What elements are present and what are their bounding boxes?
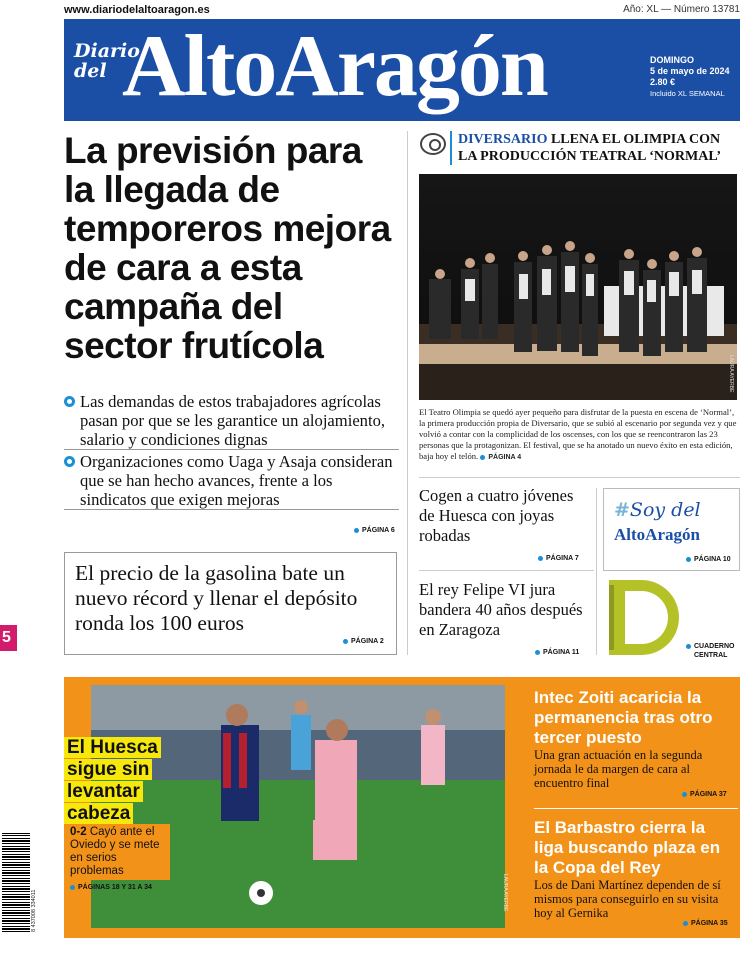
masthead [64, 19, 740, 121]
theatre-caption [419, 407, 739, 463]
barbastro-page-ref[interactable]: PÁGINA 35 [683, 920, 728, 927]
cuaderno-label[interactable] [686, 642, 734, 660]
huesca-score: 0-2 [70, 826, 87, 838]
barcode-number: 8 437008 334011 [31, 889, 37, 932]
soy-page-ref[interactable]: PÁGINA 10 [686, 556, 731, 563]
soy-del-logo [614, 499, 701, 521]
lead-page-ref[interactable]: PÁGINA 6 [354, 527, 395, 534]
gas-headline[interactable]: El precio de la gasolina bate un nuevo récord y llenar el depósito ronda los 100 euros [75, 561, 358, 635]
intec-headline[interactable]: Intec Zoiti acaricia la permanencia tras otro tercer puesto [534, 688, 713, 747]
date-label: 5 de mayo de 2024 [650, 66, 730, 76]
huesca-headline-line: cabeza [64, 803, 133, 824]
cuaderno-central-logo[interactable] [609, 580, 679, 655]
theatre-stage-illustration [419, 174, 737, 400]
hashtag-icon: # [614, 499, 630, 521]
huesca-headline[interactable] [64, 737, 172, 825]
lead-bullet [64, 392, 399, 450]
cuaderno-letter-accent [609, 585, 614, 650]
soy-altoaragon-text: AltoAragón [614, 525, 700, 544]
barbastro-text: Los de Dani Martínez dependen de sí mismos para conseguirlo en su visita hoy al Gernika [534, 878, 721, 920]
lead-bullet-text: Organizaciones como Uaga y Asaja consideran que se han hecho avances, frente a los sindicatos que exigen mejoras [80, 452, 393, 509]
lead-bullet-text: Las demandas de estos trabajadores agrícolas pasan por que se les garantice un alojamiento, salario y condiciones dignas [80, 392, 386, 449]
masthead-title: AltoAragón [122, 18, 547, 115]
supplement-label: Incluido XL SEMANAL [650, 89, 725, 98]
theatre-photo-credit: LAURA AYERBE [728, 355, 734, 393]
theatre-caption-text: El Teatro Olimpia se quedó ayer pequeño para disfrutar de la puesta en escena de ‘Normal’, la primera producción propia de Diversario, que se subió al escenario por segunda vez y que volvió a contar con la complicidad de los oscenses, con los que se reencontraron las 23 personas que la protagonizan. El festival, que se ha anotado un nuevo éxito en esta edición, baja hoy el telón. [419, 407, 737, 461]
diversario-page-ref[interactable]: PÁGINA 4 [480, 454, 521, 461]
barcode [2, 833, 30, 932]
day-label: DOMINGO [650, 55, 694, 65]
gas-story-box[interactable] [64, 552, 397, 655]
cuaderno-label-line2: CENTRAL [694, 652, 728, 659]
price-label: 2.80 € [650, 77, 676, 87]
huesca-headline-line: levantar [64, 781, 143, 802]
divider [419, 477, 740, 478]
soy-del-altoaragon-box[interactable] [603, 488, 740, 571]
intec-page-ref[interactable]: PÁGINA 37 [682, 791, 727, 798]
diversario-keyword: DIVERSARIO [458, 132, 548, 147]
masthead-diario: Diario [74, 40, 140, 62]
barbastro-headline[interactable]: El Barbastro cierra la liga buscando plaza en la Copa del Rey [534, 818, 721, 877]
bullet-circle-icon [64, 456, 75, 467]
soy-del-text: Soy del [629, 499, 701, 521]
diversario-headline[interactable] [450, 131, 742, 165]
theatre-photo[interactable] [419, 174, 737, 400]
rey-page-ref[interactable]: PÁGINA 11 [535, 649, 579, 656]
cuaderno-letter-shape [609, 580, 679, 655]
column-divider [407, 131, 408, 655]
bullet-circle-icon [64, 396, 75, 407]
section-tab: 5 [0, 625, 17, 651]
divider [534, 808, 738, 809]
jovenes-headline[interactable]: Cogen a cuatro jóvenes de Huesca con joyas robadas [419, 486, 574, 545]
football-photo-credit: LAURA AYERBE [502, 874, 508, 912]
intec-text: Una gran actuación en la segunda jornada le da margen de cara al encuentro final [534, 748, 703, 790]
rey-headline[interactable]: El rey Felipe VI jura bandera 40 años después en Zaragoza [419, 580, 583, 639]
website-url[interactable]: www.diariodelaltoaragon.es [64, 4, 210, 16]
divider [419, 570, 594, 571]
divider [596, 488, 597, 655]
lead-headline[interactable]: La previsión para la llegada de temporeros mejora de cara a esta campaña del sector frutícola [64, 130, 391, 366]
huesca-summary-text: Cayó ante el Oviedo y se mete en serios problemas [70, 826, 160, 877]
issue-number: Año: XL — Número 13781 [623, 4, 740, 15]
gas-page-ref[interactable]: PÁGINA 2 [343, 638, 384, 645]
eye-icon [420, 133, 446, 155]
huesca-summary [64, 824, 170, 880]
lead-bullets [64, 392, 399, 512]
cuaderno-label-line1: CUADERNO [686, 642, 734, 651]
masthead-del: del [74, 60, 107, 82]
diversario-headline-text: LLENA EL OLIMPIA CON LA PRODUCCIÓN TEATRAL ‘NORMAL’ [458, 132, 722, 164]
lead-bullet [64, 452, 399, 510]
huesca-headline-line: sigue sin [64, 759, 152, 780]
jovenes-page-ref[interactable]: PÁGINA 7 [538, 555, 579, 562]
huesca-page-ref[interactable]: PÁGINAS 18 Y 31 A 34 [70, 884, 152, 891]
huesca-headline-line: El Huesca [64, 737, 161, 758]
masthead-date-block [650, 55, 730, 99]
